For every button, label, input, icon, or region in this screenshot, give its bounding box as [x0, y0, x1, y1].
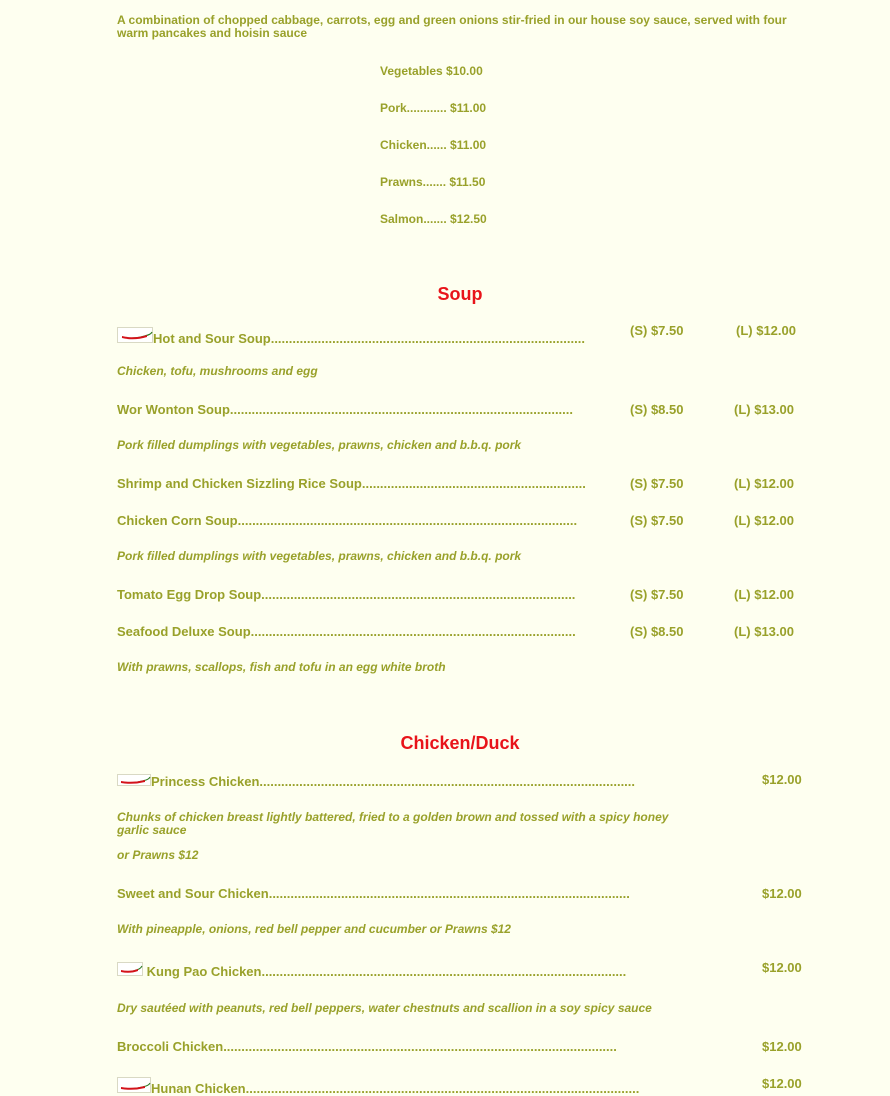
item-description: A combination of chopped cabbage, carrots, egg and green onions stir-fried in our house soy sauce, served with four warm pancakes and hoisin sauce: [117, 13, 787, 40]
price-option-vegetables: Vegetables $10.00: [380, 64, 483, 78]
menu-item-tomato-egg-drop-soup: Tomato Egg Drop Soup.......................................................................................: [117, 587, 576, 602]
menu-item-alternative: or Prawns $12: [117, 848, 199, 862]
price-large: (L) $12.00: [734, 587, 794, 602]
price: $12.00: [762, 772, 802, 787]
price-option-prawns: Prawns....... $11.50: [380, 175, 486, 189]
menu-item-description: With prawns, scallops, fish and tofu in an egg white broth: [117, 660, 446, 674]
menu-item-name: Princess Chicken........................................................................................................: [151, 774, 636, 789]
menu-item-description: Pork filled dumplings with vegetables, prawns, chicken and b.b.q. pork: [117, 549, 522, 563]
price-large: (L) $13.00: [734, 402, 794, 417]
chili-pepper-icon: [117, 327, 153, 343]
menu-item-princess-chicken: [117, 774, 635, 789]
price: $12.00: [762, 886, 802, 901]
menu-item-description: Chicken, tofu, mushrooms and egg: [117, 364, 318, 378]
menu-item-sweet-and-sour-chicken: Sweet and Sour Chicken....................................................................................................: [117, 886, 630, 901]
menu-item-seafood-deluxe-soup: Seafood Deluxe Soup..........................................................................................: [117, 624, 576, 639]
chili-pepper-icon: [117, 774, 151, 786]
menu-item-hunan-chicken: [117, 1077, 639, 1096]
menu-item-description: Dry sautéed with peanuts, red bell peppers, water chestnuts and scallion in a soy spicy sauce: [117, 1001, 652, 1015]
price-small: (S) $8.50: [630, 402, 684, 417]
section-title-chicken-duck: Chicken/Duck: [400, 733, 520, 753]
price-small: (S) $7.50: [630, 323, 684, 338]
section-title-soup: Soup: [437, 284, 483, 304]
price: $12.00: [762, 1039, 802, 1054]
chili-pepper-icon: [117, 962, 143, 976]
menu-item-description: Pork filled dumplings with vegetables, prawns, chicken and b.b.q. pork: [117, 438, 522, 452]
price-option-pork: Pork............ $11.00: [380, 101, 487, 115]
price-option-chicken: Chicken...... $11.00: [380, 138, 487, 152]
menu-item-name: Hot and Sour Soup.......................................................................................: [153, 331, 585, 346]
menu-item-description: Chunks of chicken breast lightly battered, fried to a golden brown and tossed with a spicy honey garlic sauce: [117, 810, 669, 837]
menu-item-sizzling-rice-soup: Shrimp and Chicken Sizzling Rice Soup..............................................................: [117, 476, 586, 491]
menu-item-hot-and-sour-soup: [117, 327, 585, 346]
menu-item-name: Kung Pao Chicken.....................................................................................................: [146, 964, 627, 979]
price-small: (S) $8.50: [630, 624, 684, 639]
menu-item-wor-wonton-soup: Wor Wonton Soup...............................................................................................: [117, 402, 574, 417]
price-large: (L) $12.00: [736, 323, 796, 338]
menu-item-description: With pineapple, onions, red bell pepper and cucumber or Prawns $12: [117, 922, 511, 936]
price-small: (S) $7.50: [630, 513, 684, 528]
price-large: (L) $12.00: [734, 476, 794, 491]
menu-item-name: Hunan Chicken.............................................................................................................: [151, 1081, 640, 1096]
chili-pepper-icon: [117, 1077, 151, 1093]
menu-item-chicken-corn-soup: Chicken Corn Soup..............................................................................................: [117, 513, 578, 528]
price: $12.00: [762, 960, 802, 975]
price-large: (L) $13.00: [734, 624, 794, 639]
menu-item-broccoli-chicken: Broccoli Chicken.............................................................................................................: [117, 1039, 617, 1054]
price: $12.00: [762, 1076, 802, 1091]
price-small: (S) $7.50: [630, 476, 684, 491]
price-large: (L) $12.00: [734, 513, 794, 528]
price-option-salmon: Salmon....... $12.50: [380, 212, 487, 226]
menu-item-kung-pao-chicken: [117, 962, 626, 979]
price-small: (S) $7.50: [630, 587, 684, 602]
